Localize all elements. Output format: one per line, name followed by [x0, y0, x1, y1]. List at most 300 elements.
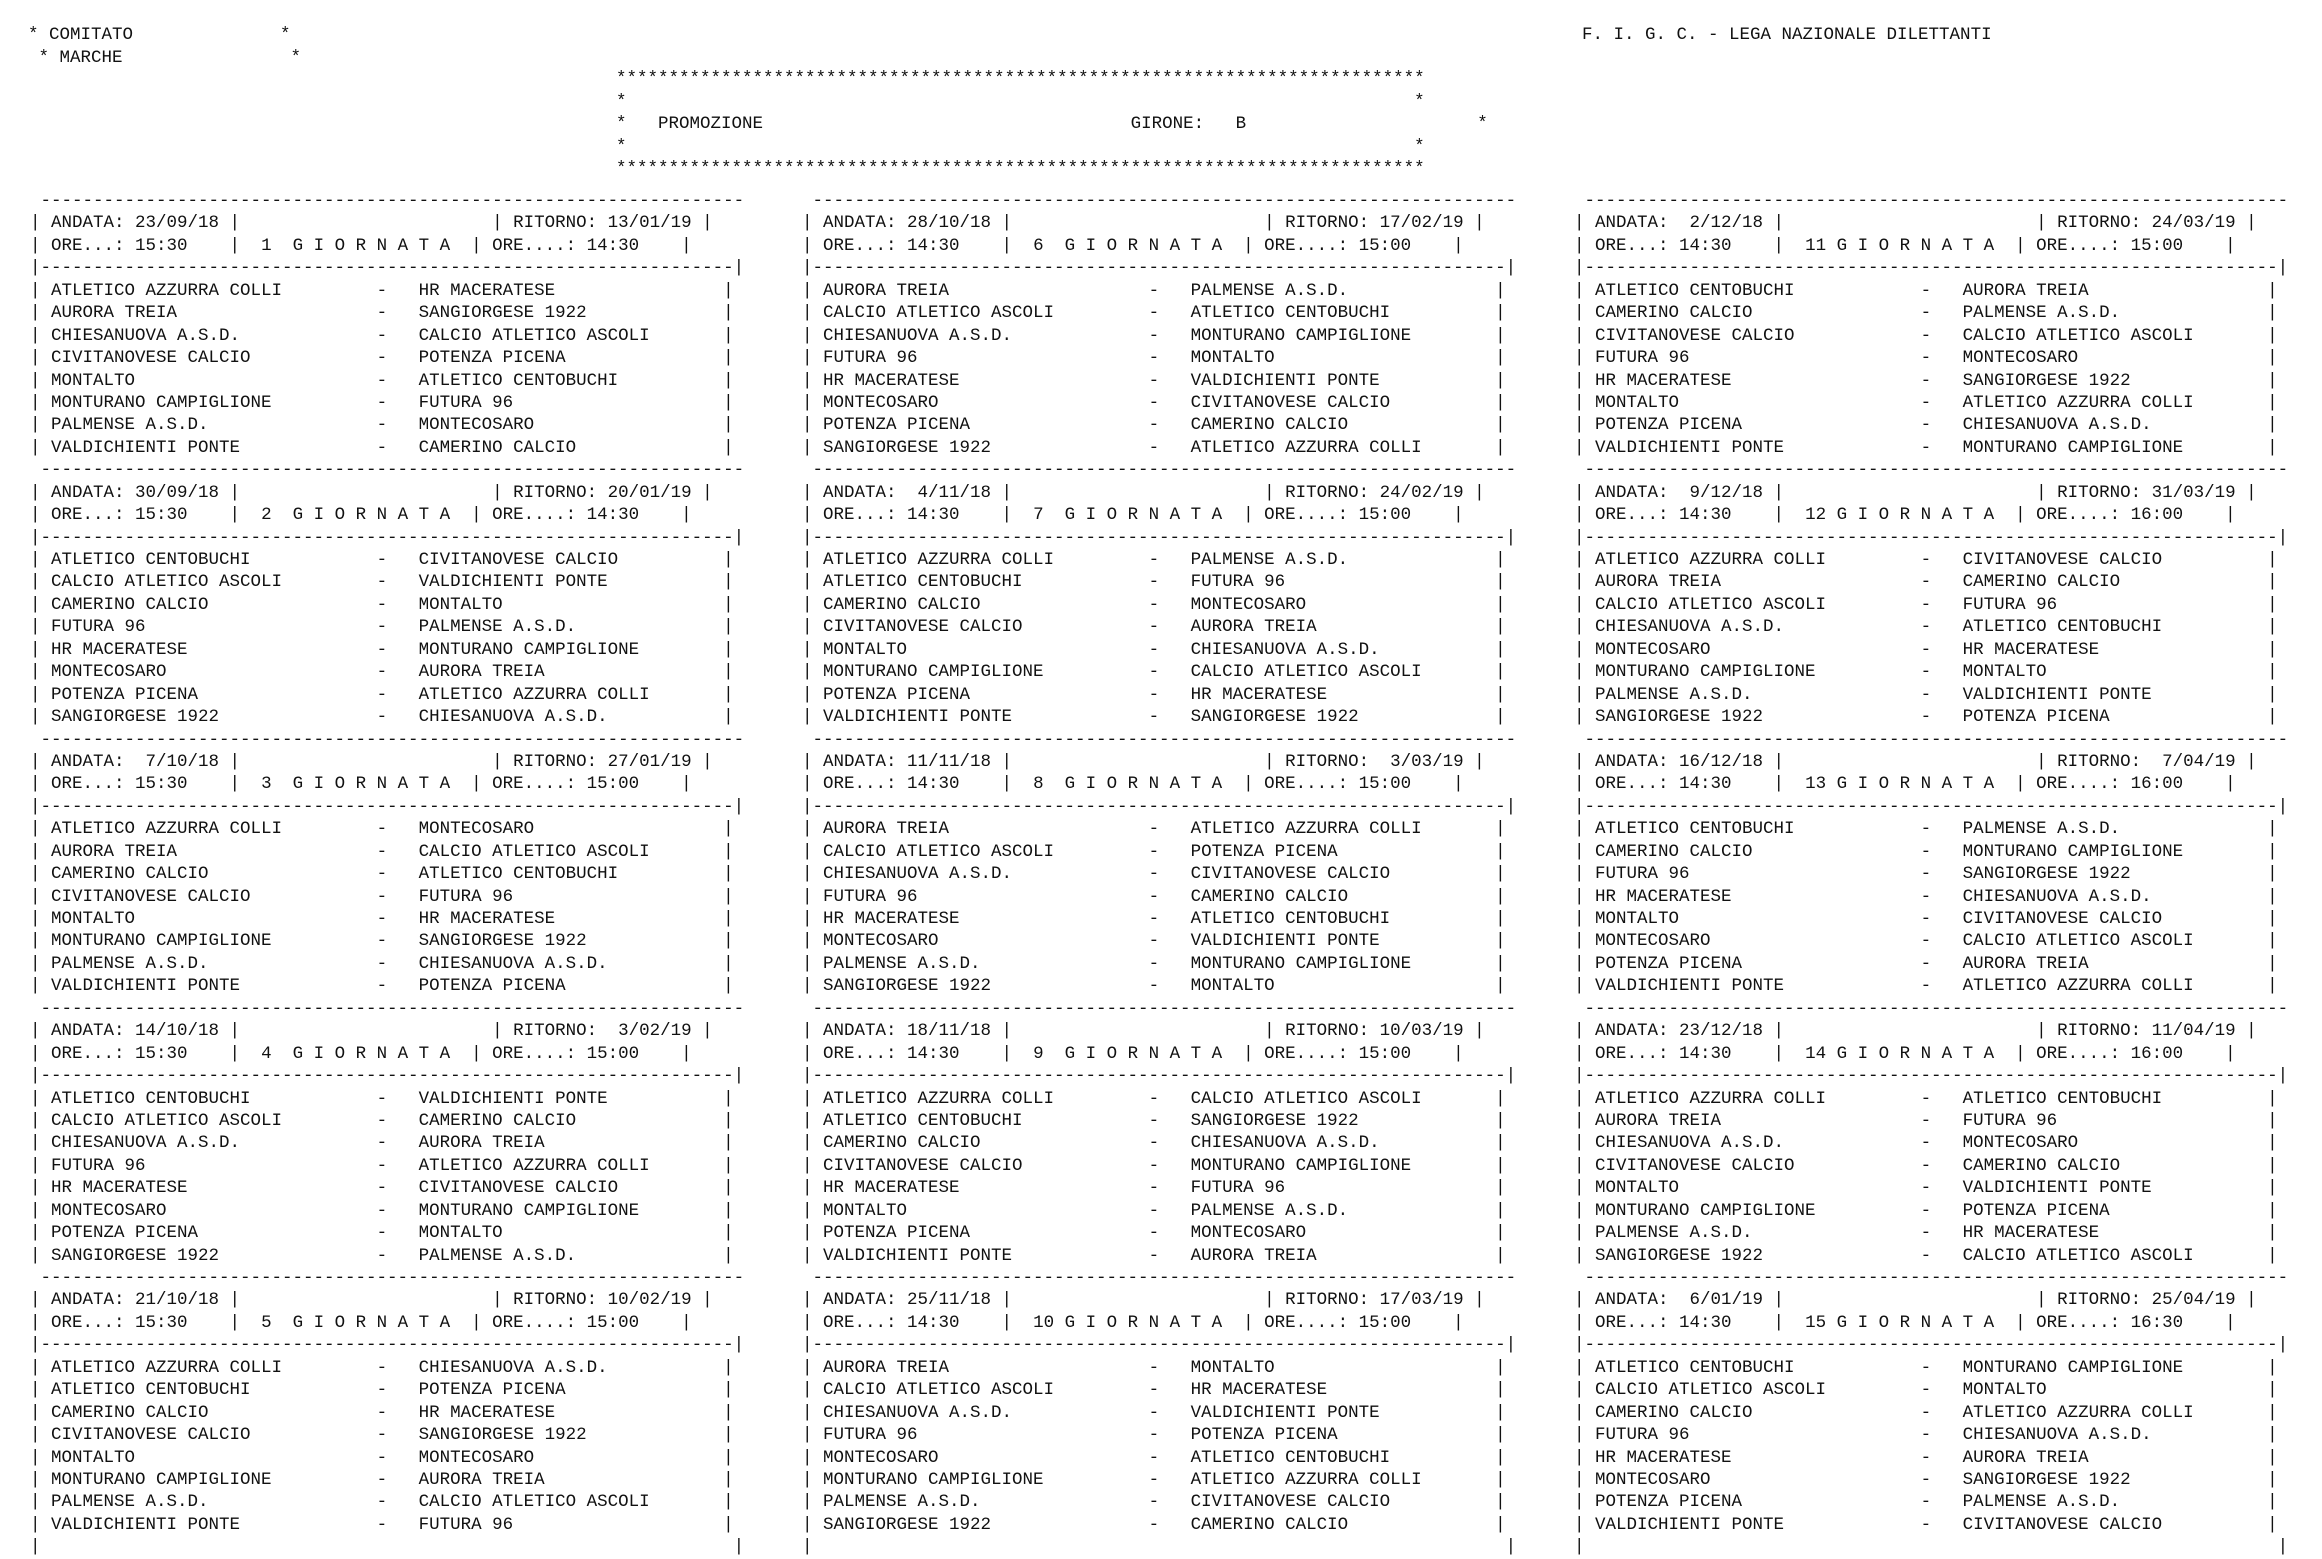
competition-name: PROMOZIONE — [658, 114, 764, 134]
match-row: | ATLETICO AZZURRA COLLI - CHIESANUOVA A.S.D. | — [30, 1357, 734, 1378]
home-team: MONTURANO CAMPIGLIONE — [823, 1469, 1044, 1490]
match-row: | FUTURA 96 - POTENZA PICENA | — [802, 1425, 1506, 1446]
home-team: ATLETICO CENTOBUCHI — [1595, 819, 1795, 840]
away-team: MONTURANO CAMPIGLIONE — [1962, 1357, 2184, 1378]
match-row: | POTENZA PICENA - ATLETICO AZZURRA COLLI | — [30, 684, 734, 705]
home-team: CAMERINO CALCIO — [51, 594, 209, 615]
giornata-number: 1 — [261, 235, 272, 256]
away-team: ATLETICO CENTOBUCHI — [418, 370, 619, 391]
match-row: | MONTECOSARO - CIVITANOVESE CALCIO | — [802, 392, 1506, 413]
andata-time: 14:30 — [907, 235, 960, 256]
home-team: FUTURA 96 — [51, 617, 146, 638]
match-row: | MONTURANO CAMPIGLIONE - SANGIORGESE 1922 | — [30, 931, 734, 952]
match-row: | AURORA TREIA - CAMERINO CALCIO | — [1574, 572, 2278, 593]
away-team: CALCIO ATLETICO ASCOLI — [1962, 325, 2194, 346]
home-team: PALMENSE A.S.D. — [51, 415, 209, 436]
away-team: CAMERINO CALCIO — [1962, 572, 2121, 593]
home-team: ATLETICO AZZURRA COLLI — [51, 819, 283, 840]
match-row: | POTENZA PICENA - CHIESANUOVA A.S.D. | — [1574, 415, 2278, 436]
away-team: ATLETICO CENTOBUCHI — [1962, 617, 2163, 638]
match-row: | SANGIORGESE 1922 - PALMENSE A.S.D. | — [30, 1245, 734, 1266]
ritorno-time: 16:00 — [2130, 505, 2184, 526]
andata-time: 14:30 — [907, 774, 960, 795]
andata-time: 15:30 — [135, 235, 188, 256]
home-team: ATLETICO CENTOBUCHI — [823, 572, 1023, 593]
match-row: | VALDICHIENTI PONTE - ATLETICO AZZURRA COLLI | — [1574, 976, 2278, 997]
home-team: VALDICHIENTI PONTE — [823, 707, 1013, 728]
match-row: | CHIESANUOVA A.S.D. - CALCIO ATLETICO ASCOLI | — [30, 325, 734, 346]
away-team: HR MACERATESE — [1962, 639, 2100, 660]
away-team: CHIESANUOVA A.S.D. — [1190, 1133, 1380, 1154]
match-row: | CHIESANUOVA A.S.D. - VALDICHIENTI PONTE | — [802, 1402, 1506, 1423]
home-team: MONTECOSARO — [1595, 931, 1711, 952]
column-end: | | — [30, 1537, 745, 1558]
andata-date: 2/12/18 — [1679, 213, 1764, 234]
away-team: ATLETICO AZZURRA COLLI — [418, 1155, 650, 1176]
home-team: MONTURANO CAMPIGLIONE — [1595, 1200, 1816, 1221]
match-row: | HR MACERATESE - CIVITANOVESE CALCIO | — [30, 1178, 734, 1199]
home-team: ATLETICO CENTOBUCHI — [51, 1380, 251, 1401]
match-row: | VALDICHIENTI PONTE - CAMERINO CALCIO | — [30, 437, 734, 458]
match-row: | CIVITANOVESE CALCIO - CAMERINO CALCIO | — [1574, 1155, 2278, 1176]
match-row: | AURORA TREIA - PALMENSE A.S.D. | — [802, 280, 1506, 301]
away-team: ATLETICO CENTOBUCHI — [1190, 303, 1391, 324]
round-dates-line: | ANDATA: 21/10/18 | | RITORNO: 10/02/19 | — [30, 1290, 713, 1311]
home-team: AURORA TREIA — [51, 841, 178, 862]
match-row: | HR MACERATESE - CHIESANUOVA A.S.D. | — [1574, 886, 2278, 907]
match-row: | CIVITANOVESE CALCIO - AURORA TREIA | — [802, 617, 1506, 638]
home-team: MONTALTO — [51, 909, 136, 929]
ritorno-date: 31/03/19 — [2151, 482, 2236, 503]
round-block: ------------------------------------------------------------------- | ANDATA: 18/11/18 | | RITORNO: 10/03/19 | | ORE...: 14:30 | 9 G I O R N A T A | ORE....: 15:00 | |------------------------------------------------------------------| | ATLETICO AZZURRA COLLI - CALCIO ATLETICO ASCOLI | | ATLETICO CENTOBUCHI - SANGIORGESE 1922 | | CAMERINO CALCIO - CHIESANUOVA A.S.D. | | CIVITANOVESE CALCIO - MONTURANO CAMPIGLIONE | | HR MACERATESE - FUTURA 96 | | MONTALTO - PALMENSE A.S.D. | | POTENZA PICENA - MONTECOSARO | | VALDICHIENTI PONTE - AURORA TREIA | — [802, 998, 1517, 1266]
match-row: | PALMENSE A.S.D. - MONTURANO CAMPIGLIONE | — [802, 953, 1506, 974]
giornata-number: 15 — [1805, 1312, 1827, 1333]
away-team: HR MACERATESE — [418, 909, 556, 929]
home-team: HR MACERATESE — [1595, 886, 1732, 907]
home-team: CALCIO ATLETICO ASCOLI — [51, 572, 283, 593]
away-team: ATLETICO CENTOBUCHI — [1190, 909, 1391, 929]
home-team: CAMERINO CALCIO — [1595, 1402, 1753, 1423]
andata-time: 14:30 — [907, 1043, 960, 1064]
match-row: | FUTURA 96 - ATLETICO AZZURRA COLLI | — [30, 1155, 734, 1176]
home-team: PALMENSE A.S.D. — [1595, 1223, 1753, 1244]
home-team: HR MACERATESE — [823, 909, 960, 929]
away-team: MONTURANO CAMPIGLIONE — [1962, 437, 2184, 458]
round-times-line: | ORE...: 14:30 | 9 G I O R N A T A | ORE....: 15:00 | — [802, 1043, 1464, 1064]
home-team: MONTALTO — [51, 370, 136, 391]
match-row: | FUTURA 96 - SANGIORGESE 1922 | — [1574, 864, 2278, 885]
match-row: | POTENZA PICENA - MONTALTO | — [30, 1223, 734, 1244]
match-row: | ATLETICO AZZURRA COLLI - CALCIO ATLETICO ASCOLI | — [802, 1088, 1506, 1109]
match-row: | MONTURANO CAMPIGLIONE - MONTALTO | — [1574, 662, 2278, 683]
away-team: ATLETICO AZZURRA COLLI — [1190, 1469, 1422, 1490]
match-row: | CAMERINO CALCIO - ATLETICO AZZURRA COLLI | — [1574, 1402, 2278, 1423]
round-times-line: | ORE...: 14:30 | 11 G I O R N A T A | ORE....: 15:00 | — [1574, 235, 2236, 256]
banner-edge: * * — [616, 91, 1425, 112]
away-team: CIVITANOVESE CALCIO — [1190, 392, 1391, 413]
home-team: MONTECOSARO — [51, 1200, 167, 1221]
round-times-line: | ORE...: 14:30 | 8 G I O R N A T A | ORE....: 15:00 | — [802, 774, 1464, 795]
away-team: CAMERINO CALCIO — [1190, 415, 1349, 436]
match-row: | MONTURANO CAMPIGLIONE - FUTURA 96 | — [30, 392, 734, 413]
away-team: SANGIORGESE 1922 — [1962, 864, 2131, 885]
away-team: MONTURANO CAMPIGLIONE — [1190, 325, 1412, 346]
away-team: CIVITANOVESE CALCIO — [418, 550, 619, 570]
round-dates-line: | ANDATA: 2/12/18 | | RITORNO: 24/03/19 | — [1574, 213, 2257, 234]
ritorno-time: 14:30 — [586, 505, 640, 526]
home-team: SANGIORGESE 1922 — [1595, 707, 1764, 728]
ritorno-time: 15:00 — [1358, 1043, 1412, 1064]
away-team: CAMERINO CALCIO — [1962, 1155, 2121, 1176]
match-row: | MONTECOSARO - VALDICHIENTI PONTE | — [802, 931, 1506, 952]
home-team: AURORA TREIA — [823, 280, 950, 301]
away-team: FUTURA 96 — [1962, 594, 2058, 615]
home-team: MONTALTO — [1595, 909, 1680, 929]
match-row: | ATLETICO AZZURRA COLLI - PALMENSE A.S.D. | — [802, 550, 1506, 570]
match-row: | MONTURANO CAMPIGLIONE - CALCIO ATLETICO ASCOLI | — [802, 662, 1506, 683]
match-row: | MONTALTO - ATLETICO CENTOBUCHI | — [30, 370, 734, 391]
andata-date: 6/01/19 — [1679, 1290, 1764, 1311]
andata-time: 14:30 — [1679, 1043, 1732, 1064]
away-team: MONTALTO — [1962, 662, 2047, 683]
match-row: | CAMERINO CALCIO - PALMENSE A.S.D. | — [1574, 303, 2278, 324]
andata-time: 14:30 — [1679, 505, 1732, 526]
andata-date: 30/09/18 — [135, 482, 220, 503]
match-row: | MONTECOSARO - HR MACERATESE | — [1574, 639, 2278, 660]
round-times-line: | ORE...: 15:30 | 1 G I O R N A T A | ORE....: 14:30 | — [30, 235, 692, 256]
home-team: ATLETICO CENTOBUCHI — [823, 1110, 1023, 1131]
home-team: CHIESANUOVA A.S.D. — [51, 1133, 241, 1154]
ritorno-time: 15:00 — [1358, 1312, 1412, 1333]
match-row: | CALCIO ATLETICO ASCOLI - CAMERINO CALCIO | — [30, 1110, 734, 1131]
schedule-column-2 — [802, 190, 1516, 1559]
ritorno-time: 16:30 — [2130, 1312, 2184, 1333]
away-team: MONTECOSARO — [418, 819, 535, 840]
match-row: | POTENZA PICENA - HR MACERATESE | — [802, 684, 1506, 705]
home-team: MONTALTO — [51, 1447, 136, 1468]
home-team: VALDICHIENTI PONTE — [51, 1514, 241, 1535]
away-team: ATLETICO CENTOBUCHI — [418, 864, 619, 885]
match-row: | MONTALTO - ATLETICO AZZURRA COLLI | — [1574, 392, 2278, 413]
away-team: FUTURA 96 — [418, 886, 514, 907]
match-row: | MONTECOSARO - ATLETICO CENTOBUCHI | — [802, 1447, 1506, 1468]
ritorno-date: 7/04/19 — [2151, 751, 2236, 772]
banner-edge: * * — [616, 136, 1425, 157]
match-row: | MONTECOSARO - AURORA TREIA | — [30, 662, 734, 683]
away-team: CHIESANUOVA A.S.D. — [1962, 886, 2152, 907]
giornata-number: 11 — [1805, 235, 1827, 256]
match-row: | MONTALTO - VALDICHIENTI PONTE | — [1574, 1178, 2278, 1199]
home-team: CHIESANUOVA A.S.D. — [823, 325, 1013, 346]
round-times-line: | ORE...: 14:30 | 10 G I O R N A T A | ORE....: 15:00 | — [802, 1312, 1464, 1333]
ritorno-time: 16:00 — [2130, 774, 2184, 795]
home-team: CHIESANUOVA A.S.D. — [1595, 617, 1785, 638]
match-row: | CALCIO ATLETICO ASCOLI - VALDICHIENTI PONTE | — [30, 572, 734, 593]
round-dates-line: | ANDATA: 14/10/18 | | RITORNO: 3/02/19 | — [30, 1021, 713, 1042]
match-row: | ATLETICO CENTOBUCHI - AURORA TREIA | — [1574, 280, 2278, 301]
home-team: PALMENSE A.S.D. — [823, 1492, 981, 1513]
home-team: AURORA TREIA — [1595, 1110, 1722, 1131]
home-team: CAMERINO CALCIO — [823, 594, 981, 615]
home-team: VALDICHIENTI PONTE — [823, 1245, 1013, 1266]
round-dates-line: | ANDATA: 6/01/19 | | RITORNO: 25/04/19 | — [1574, 1290, 2257, 1311]
home-team: PALMENSE A.S.D. — [51, 953, 209, 974]
home-team: CAMERINO CALCIO — [51, 1402, 209, 1423]
away-team: POTENZA PICENA — [418, 348, 566, 369]
match-row: | PALMENSE A.S.D. - HR MACERATESE | — [1574, 1223, 2278, 1244]
committee-line-2: * MARCHE * — [28, 47, 302, 68]
match-row: | CALCIO ATLETICO ASCOLI - ATLETICO CENTOBUCHI | — [802, 303, 1506, 324]
away-team: PALMENSE A.S.D. — [1190, 1200, 1349, 1221]
round-times-line: | ORE...: 15:30 | 3 G I O R N A T A | ORE....: 15:00 | — [30, 774, 692, 795]
away-team: AURORA TREIA — [418, 1469, 545, 1490]
match-row: | CIVITANOVESE CALCIO - POTENZA PICENA | — [30, 348, 734, 369]
ritorno-time: 14:30 — [586, 235, 640, 256]
away-team: MONTURANO CAMPIGLIONE — [1190, 1155, 1412, 1176]
ritorno-date: 17/02/19 — [1379, 213, 1464, 234]
ritorno-time: 15:00 — [586, 774, 640, 795]
away-team: PALMENSE A.S.D. — [1962, 819, 2121, 840]
match-row: | POTENZA PICENA - CAMERINO CALCIO | — [802, 415, 1506, 436]
away-team: SANGIORGESE 1922 — [418, 931, 587, 952]
away-team: VALDICHIENTI PONTE — [1962, 1178, 2152, 1199]
match-row: | FUTURA 96 - MONTALTO | — [802, 348, 1506, 369]
match-row: | ATLETICO CENTOBUCHI - FUTURA 96 | — [802, 572, 1506, 593]
home-team: FUTURA 96 — [1595, 1425, 1690, 1446]
match-row: | CALCIO ATLETICO ASCOLI - POTENZA PICENA | — [802, 841, 1506, 862]
match-row: | CAMERINO CALCIO - HR MACERATESE | — [30, 1402, 734, 1423]
away-team: CAMERINO CALCIO — [1190, 1514, 1349, 1535]
home-team: ATLETICO AZZURRA COLLI — [823, 550, 1055, 570]
home-team: ATLETICO AZZURRA COLLI — [51, 1357, 283, 1378]
giornata-number: 8 — [1033, 774, 1044, 795]
away-team: FUTURA 96 — [1962, 1110, 2058, 1131]
ritorno-time: 15:00 — [2130, 235, 2184, 256]
andata-date: 25/11/18 — [907, 1290, 992, 1311]
away-team: CHIESANUOVA A.S.D. — [1190, 639, 1380, 660]
away-team: MONTALTO — [1962, 1380, 2047, 1401]
away-team: CALCIO ATLETICO ASCOLI — [1962, 931, 2194, 952]
ritorno-time: 15:00 — [586, 1312, 640, 1333]
match-row: | AURORA TREIA - SANGIORGESE 1922 | — [30, 303, 734, 324]
home-team: CALCIO ATLETICO ASCOLI — [1595, 1380, 1827, 1401]
match-row: | CAMERINO CALCIO - CHIESANUOVA A.S.D. | — [802, 1133, 1506, 1154]
home-team: CALCIO ATLETICO ASCOLI — [823, 841, 1055, 862]
away-team: ATLETICO AZZURRA COLLI — [1190, 437, 1422, 458]
ritorno-date: 13/01/19 — [607, 213, 692, 234]
home-team: MONTALTO — [1595, 1178, 1680, 1199]
home-team: CIVITANOVESE CALCIO — [51, 886, 251, 907]
home-team: CAMERINO CALCIO — [51, 864, 209, 885]
round-dates-line: | ANDATA: 18/11/18 | | RITORNO: 10/03/19 | — [802, 1021, 1485, 1042]
home-team: MONTECOSARO — [823, 1447, 939, 1468]
away-team: FUTURA 96 — [1190, 1178, 1286, 1199]
home-team: FUTURA 96 — [823, 1425, 918, 1446]
home-team: POTENZA PICENA — [1595, 953, 1743, 974]
home-team: CIVITANOVESE CALCIO — [823, 617, 1023, 638]
ritorno-time: 15:00 — [1358, 235, 1412, 256]
home-team: CHIESANUOVA A.S.D. — [823, 864, 1013, 885]
away-team: HR MACERATESE — [1190, 684, 1328, 705]
match-row: | PALMENSE A.S.D. - VALDICHIENTI PONTE | — [1574, 684, 2278, 705]
ritorno-date: 25/04/19 — [2151, 1290, 2236, 1311]
round-block: ------------------------------------------------------------------- | ANDATA: 11/11/18 | | RITORNO: 3/03/19 | | ORE...: 14:30 | 8 G I O R N A T A | ORE....: 15:00 | |------------------------------------------------------------------| | AURORA TREIA - ATLETICO AZZURRA COLLI | | CALCIO ATLETICO ASCOLI - POTENZA PICENA | | CHIESANUOVA A.S.D. - CIVITANOVESE CALCIO | | FUTURA 96 - CAMERINO CALCIO | | HR MACERATESE - ATLETICO CENTOBUCHI | | MONTECOSARO - VALDICHIENTI PONTE | | PALMENSE A.S.D. - MONTURANO CAMPIGLIONE | | SANGIORGESE 1922 - MONTALTO | — [802, 729, 1517, 997]
match-row: | SANGIORGESE 1922 - CHIESANUOVA A.S.D. | — [30, 707, 734, 728]
match-row: | CAMERINO CALCIO - MONTECOSARO | — [802, 594, 1506, 615]
match-row: | SANGIORGESE 1922 - ATLETICO AZZURRA COLLI | — [802, 437, 1506, 458]
round-times-line: | ORE...: 14:30 | 7 G I O R N A T A | ORE....: 15:00 | — [802, 505, 1464, 526]
away-team: PALMENSE A.S.D. — [1962, 1492, 2121, 1513]
girone-label: GIRONE: — [1130, 114, 1205, 134]
away-team: HR MACERATESE — [1962, 1223, 2100, 1244]
away-team: MONTURANO CAMPIGLIONE — [418, 639, 640, 660]
column-end: | | — [802, 1537, 1517, 1558]
competition-banner: ***************************************************************************** * * * PROMOZIONE GIRONE: B * * * ***************************************************************************** — [616, 69, 1488, 179]
home-team: HR MACERATESE — [51, 639, 188, 660]
away-team: CALCIO ATLETICO ASCOLI — [418, 325, 650, 346]
away-team: MONTECOSARO — [1962, 348, 2079, 369]
away-team: CHIESANUOVA A.S.D. — [418, 1357, 608, 1378]
round-times-line: | ORE...: 15:30 | 4 G I O R N A T A | ORE....: 15:00 | — [30, 1043, 692, 1064]
match-row: | ATLETICO CENTOBUCHI - MONTURANO CAMPIGLIONE | — [1574, 1357, 2278, 1378]
away-team: SANGIORGESE 1922 — [1190, 1110, 1359, 1131]
match-row: | SANGIORGESE 1922 - CALCIO ATLETICO ASCOLI | — [1574, 1245, 2278, 1266]
match-row: | MONTECOSARO - MONTURANO CAMPIGLIONE | — [30, 1200, 734, 1221]
match-row: | ATLETICO CENTOBUCHI - SANGIORGESE 1922 | — [802, 1110, 1506, 1131]
away-team: MONTALTO — [418, 594, 503, 615]
schedule-column-1 — [30, 190, 744, 1559]
match-row: | SANGIORGESE 1922 - CAMERINO CALCIO | — [802, 1514, 1506, 1535]
home-team: PALMENSE A.S.D. — [823, 953, 981, 974]
home-team: POTENZA PICENA — [823, 1223, 971, 1244]
match-row: | AURORA TREIA - FUTURA 96 | — [1574, 1110, 2278, 1131]
away-team: MONTALTO — [418, 1223, 503, 1244]
andata-date: 23/09/18 — [135, 213, 220, 234]
match-row: | MONTECOSARO - SANGIORGESE 1922 | — [1574, 1469, 2278, 1490]
round-times-line: | ORE...: 15:30 | 2 G I O R N A T A | ORE....: 14:30 | — [30, 505, 692, 526]
ritorno-date: 3/02/19 — [607, 1021, 692, 1042]
away-team: POTENZA PICENA — [1190, 841, 1338, 862]
home-team: MONTALTO — [823, 1200, 908, 1221]
round-block: ------------------------------------------------------------------- | ANDATA: 9/12/18 | | RITORNO: 31/03/19 | | ORE...: 14:30 | 12 G I O R N A T A | ORE....: 16:00 | |------------------------------------------------------------------| | ATLETICO AZZURRA COLLI - CIVITANOVESE CALCIO | | AURORA TREIA - CAMERINO CALCIO | | CALCIO ATLETICO ASCOLI - FUTURA 96 | | CHIESANUOVA A.S.D. - ATLETICO CENTOBUCHI | | MONTECOSARO - HR MACERATESE | | MONTURANO CAMPIGLIONE - MONTALTO | | PALMENSE A.S.D. - VALDICHIENTI PONTE | | SANGIORGESE 1922 - POTENZA PICENA | — [1574, 460, 2289, 728]
home-team: CHIESANUOVA A.S.D. — [51, 325, 241, 346]
match-row: | MONTALTO - MONTECOSARO | — [30, 1447, 734, 1468]
match-row: | CALCIO ATLETICO ASCOLI - HR MACERATESE | — [802, 1380, 1506, 1401]
giornata-number: 6 — [1033, 235, 1044, 256]
match-row: | MONTALTO - CHIESANUOVA A.S.D. | — [802, 639, 1506, 660]
match-row: | CALCIO ATLETICO ASCOLI - MONTALTO | — [1574, 1380, 2278, 1401]
match-row: | MONTURANO CAMPIGLIONE - POTENZA PICENA | — [1574, 1200, 2278, 1221]
match-row: | HR MACERATESE - SANGIORGESE 1922 | — [1574, 370, 2278, 391]
match-row: | VALDICHIENTI PONTE - POTENZA PICENA | — [30, 976, 734, 997]
home-team: MONTALTO — [823, 639, 908, 660]
home-team: MONTECOSARO — [823, 931, 939, 952]
match-row: | MONTECOSARO - CALCIO ATLETICO ASCOLI | — [1574, 931, 2278, 952]
match-row: | PALMENSE A.S.D. - CHIESANUOVA A.S.D. | — [30, 953, 734, 974]
home-team: ATLETICO CENTOBUCHI — [1595, 1357, 1795, 1378]
home-team: VALDICHIENTI PONTE — [1595, 437, 1785, 458]
giornata-number: 3 — [261, 774, 272, 795]
round-times-line: | ORE...: 14:30 | 6 G I O R N A T A | ORE....: 15:00 | — [802, 235, 1464, 256]
giornata-number: 5 — [261, 1312, 272, 1333]
away-team: PALMENSE A.S.D. — [418, 617, 577, 638]
match-row: | PALMENSE A.S.D. - MONTECOSARO | — [30, 415, 734, 436]
away-team: CHIESANUOVA A.S.D. — [1962, 1425, 2152, 1446]
home-team: MONTURANO CAMPIGLIONE — [51, 1469, 272, 1490]
round-block: ------------------------------------------------------------------- | ANDATA: 21/10/18 | | RITORNO: 10/02/19 | | ORE...: 15:30 | 5 G I O R N A T A | ORE....: 15:00 | |------------------------------------------------------------------| | ATLETICO AZZURRA COLLI - CHIESANUOVA A.S.D. | | ATLETICO CENTOBUCHI - POTENZA PICENA | | CAMERINO CALCIO - HR MACERATESE | | CIVITANOVESE CALCIO - SANGIORGESE 1922 | | MONTALTO - MONTECOSARO | | MONTURANO CAMPIGLIONE - AURORA TREIA | | PALMENSE A.S.D. - CALCIO ATLETICO ASCOLI | | VALDICHIENTI PONTE - FUTURA 96 | — [30, 1268, 745, 1535]
away-team: VALDICHIENTI PONTE — [1962, 684, 2152, 705]
away-team: ATLETICO AZZURRA COLLI — [1962, 1402, 2194, 1423]
home-team: POTENZA PICENA — [1595, 415, 1743, 436]
match-row: | AURORA TREIA - MONTALTO | — [802, 1357, 1506, 1378]
away-team: POTENZA PICENA — [1190, 1425, 1338, 1446]
away-team: VALDICHIENTI PONTE — [1190, 931, 1380, 952]
girone-value: B — [1235, 114, 1247, 134]
round-times-line: | ORE...: 15:30 | 5 G I O R N A T A | ORE....: 15:00 | — [30, 1312, 692, 1333]
away-team: MONTURANO CAMPIGLIONE — [1190, 953, 1412, 974]
home-team: VALDICHIENTI PONTE — [51, 976, 241, 997]
home-team: ATLETICO CENTOBUCHI — [51, 1088, 251, 1109]
home-team: POTENZA PICENA — [1595, 1492, 1743, 1513]
home-team: MONTALTO — [1595, 392, 1680, 413]
match-row: | ATLETICO AZZURRA COLLI - HR MACERATESE | — [30, 280, 734, 301]
round-times-line: | ORE...: 14:30 | 13 G I O R N A T A | ORE....: 16:00 | — [1574, 774, 2236, 795]
home-team: VALDICHIENTI PONTE — [1595, 976, 1785, 997]
away-team: CALCIO ATLETICO ASCOLI — [1962, 1245, 2194, 1266]
giornata-number: 7 — [1033, 505, 1044, 526]
round-block: ------------------------------------------------------------------- | ANDATA: 4/11/18 | | RITORNO: 24/02/19 | | ORE...: 14:30 | 7 G I O R N A T A | ORE....: 15:00 | |------------------------------------------------------------------| | ATLETICO AZZURRA COLLI - PALMENSE A.S.D. | | ATLETICO CENTOBUCHI - FUTURA 96 | | CAMERINO CALCIO - MONTECOSARO | | CIVITANOVESE CALCIO - AURORA TREIA | | MONTALTO - CHIESANUOVA A.S.D. | | MONTURANO CAMPIGLIONE - CALCIO ATLETICO ASCOLI | | POTENZA PICENA - HR MACERATESE | | VALDICHIENTI PONTE - SANGIORGESE 1922 | — [802, 460, 1517, 728]
match-row: | ATLETICO AZZURRA COLLI - MONTECOSARO | — [30, 819, 734, 840]
match-row: | PALMENSE A.S.D. - CIVITANOVESE CALCIO | — [802, 1492, 1506, 1513]
away-team: MONTECOSARO — [418, 1447, 535, 1468]
home-team: POTENZA PICENA — [823, 415, 971, 436]
away-team: VALDICHIENTI PONTE — [1190, 1402, 1380, 1423]
andata-date: 23/12/18 — [1679, 1021, 1764, 1042]
away-team: PALMENSE A.S.D. — [1962, 303, 2121, 324]
home-team: VALDICHIENTI PONTE — [51, 437, 241, 458]
round-block: ------------------------------------------------------------------- | ANDATA: 7/10/18 | | RITORNO: 27/01/19 | | ORE...: 15:30 | 3 G I O R N A T A | ORE....: 15:00 | |------------------------------------------------------------------| | ATLETICO AZZURRA COLLI - MONTECOSARO | | AURORA TREIA - CALCIO ATLETICO ASCOLI | | CAMERINO CALCIO - ATLETICO CENTOBUCHI | | CIVITANOVESE CALCIO - FUTURA 96 | | MONTALTO - HR MACERATESE | | MONTURANO CAMPIGLIONE - SANGIORGESE 1922 | | PALMENSE A.S.D. - CHIESANUOVA A.S.D. | | VALDICHIENTI PONTE - POTENZA PICENA | — [30, 729, 745, 997]
match-row: | CAMERINO CALCIO - MONTALTO | — [30, 594, 734, 615]
andata-time: 14:30 — [907, 1312, 960, 1333]
home-team: FUTURA 96 — [823, 886, 918, 907]
home-team: MONTECOSARO — [51, 662, 167, 683]
giornata-number: 14 — [1805, 1043, 1827, 1064]
round-block: ------------------------------------------------------------------- | ANDATA: 23/09/18 | | RITORNO: 13/01/19 | | ORE...: 15:30 | 1 G I O R N A T A | ORE....: 14:30 | |------------------------------------------------------------------| | ATLETICO AZZURRA COLLI - HR MACERATESE | | AURORA TREIA - SANGIORGESE 1922 | | CHIESANUOVA A.S.D. - CALCIO ATLETICO ASCOLI | | CIVITANOVESE CALCIO - POTENZA PICENA | | MONTALTO - ATLETICO CENTOBUCHI | | MONTURANO CAMPIGLIONE - FUTURA 96 | | PALMENSE A.S.D. - MONTECOSARO | | VALDICHIENTI PONTE - CAMERINO CALCIO | — [30, 191, 745, 458]
andata-date: 14/10/18 — [135, 1021, 220, 1042]
committee-line-1: * COMITATO * — [28, 25, 291, 45]
match-row: | SANGIORGESE 1922 - MONTALTO | — [802, 976, 1506, 997]
away-team: AURORA TREIA — [1962, 280, 2089, 301]
round-dates-line: | ANDATA: 28/10/18 | | RITORNO: 17/02/19 | — [802, 213, 1485, 234]
match-row: | CIVITANOVESE CALCIO - SANGIORGESE 1922 | — [30, 1425, 734, 1446]
ritorno-date: 27/01/19 — [607, 751, 692, 772]
round-dates-line: | ANDATA: 23/09/18 | | RITORNO: 13/01/19 | — [30, 213, 713, 234]
away-team: SANGIORGESE 1922 — [1190, 707, 1359, 728]
away-team: ATLETICO AZZURRA COLLI — [1962, 392, 2194, 413]
home-team: AURORA TREIA — [823, 1357, 950, 1378]
ritorno-time: 15:00 — [586, 1043, 640, 1064]
away-team: CALCIO ATLETICO ASCOLI — [418, 841, 650, 862]
away-team: POTENZA PICENA — [1962, 1200, 2110, 1221]
home-team: ATLETICO AZZURRA COLLI — [1595, 550, 1827, 570]
ritorno-date: 3/03/19 — [1379, 751, 1464, 772]
round-dates-line: | ANDATA: 7/10/18 | | RITORNO: 27/01/19 | — [30, 751, 713, 772]
ritorno-date: 10/03/19 — [1379, 1021, 1464, 1042]
away-team: CIVITANOVESE CALCIO — [1962, 550, 2163, 570]
ritorno-date: 24/02/19 — [1379, 482, 1464, 503]
home-team: MONTECOSARO — [1595, 1469, 1711, 1490]
andata-date: 18/11/18 — [907, 1021, 992, 1042]
